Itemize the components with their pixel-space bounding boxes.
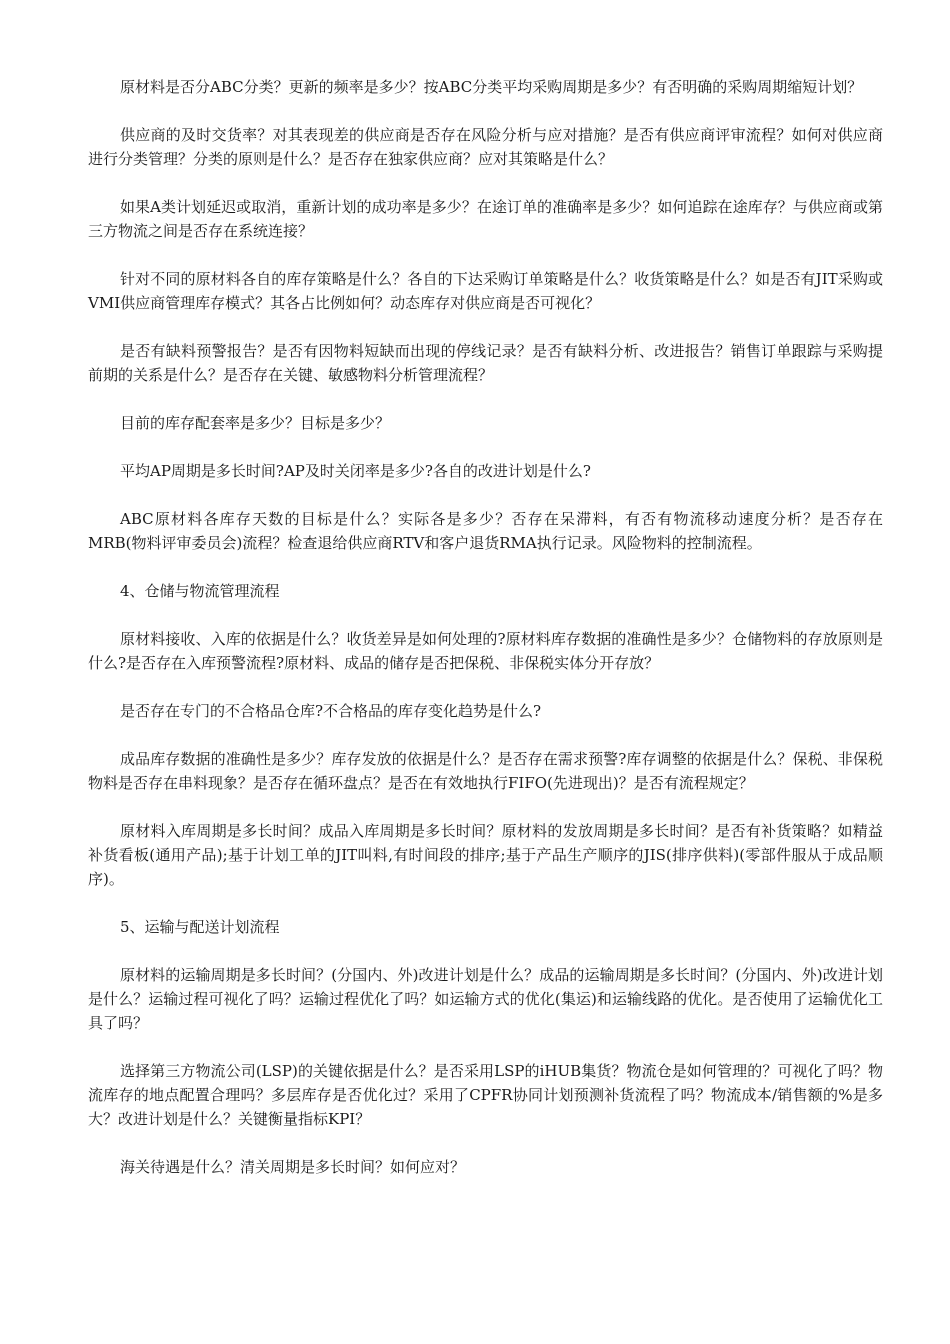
paragraph-replanning: 如果A类计划延迟或取消，重新计划的成功率是多少？在途订单的准确率是多少？如何追踪在途库存？与供应商或第三方物流之间是否存在系统连接？ [88,198,883,240]
paragraph-ap-cycle: 平均AP周期是多长时间?AP及时关闭率是多少?各自的改进计划是什么? [120,462,591,480]
paragraph-replenishment: 原材料入库周期是多长时间？成品入库周期是多长时间？原材料的发放周期是多长时间？是否有补货策略？如精益补货看板(通用产品);基于计划工单的JIT叫料,有时间段的排序;基于产品生产顺序的JIS(排序供料)(零部件服从于成品顺序)。 [88,822,883,888]
document-page [88,75,883,1203]
section-heading-warehousing: 4、仓储与物流管理流程 [120,582,280,600]
paragraph-supplier-delivery: 供应商的及时交货率？对其表现差的供应商是否存在风险分析与应对措施？是否有供应商评审流程？如何对供应商进行分类管理？分类的原则是什么？是否存在独家供应商？应对其策略是什么？ [88,126,883,168]
paragraph-customs: 海关待遇是什么？清关周期是多长时间？如何应对？ [120,1158,466,1176]
paragraph-kitting-rate: 目前的库存配套率是多少？目标是多少？ [120,414,391,432]
paragraph-abc-classification: 原材料是否分ABC分类？更新的频率是多少？按ABC分类平均采购周期是多少？有否明确的采购周期缩短计划？ [120,78,863,96]
section-heading-transportation: 5、运输与配送计划流程 [120,918,280,936]
paragraph-lsp-selection: 选择第三方物流公司(LSP)的关键依据是什么？是否采用LSP的iHUB集货？物流仓是如何管理的？可视化了吗？物流库存的地点配置合理吗？多层库存是否优化过？采用了CPFR协同计划预测补货流程了吗？物流成本/销售额的%是多大？改进计划是什么？关键衡量指标KPI？ [88,1062,883,1128]
paragraph-inventory-strategy: 针对不同的原材料各自的库存策略是什么？各自的下达采购订单策略是什么？收货策略是什么？如是否有JIT采购或VMI供应商管理库存模式？其各占比例如何？动态库存对供应商是否可视化？ [88,270,883,312]
paragraph-receiving: 原材料接收、入库的依据是什么？收货差异是如何处理的?原材料库存数据的准确性是多少？仓储物料的存放原则是什么?是否存在入库预警流程?原材料、成品的储存是否把保税、非保税实体分开存放？ [88,630,883,672]
paragraph-inventory-days: ABC原材料各库存天数的目标是什么？实际各是多少？否存在呆滞料，有否有物流移动速度分析？是否存在MRB(物料评审委员会)流程？检查退给供应商RTV和客户退货RMA执行记录。风险物料的控制流程。 [88,510,883,552]
paragraph-nonconforming-warehouse: 是否存在专门的不合格品仓库?不合格品的库存变化趋势是什么? [120,702,542,720]
paragraph-transport-cycle: 原材料的运输周期是多长时间？(分国内、外)改进计划是什么？成品的运输周期是多长时间？(分国内、外)改进计划是什么？运输过程可视化了吗？运输过程优化了吗？如运输方式的优化(集运)和运输线路的优化。是否使用了运输优化工具了吗？ [88,966,883,1032]
paragraph-finished-goods-accuracy: 成品库存数据的准确性是多少？库存发放的依据是什么？是否存在需求预警?库存调整的依据是什么？保税、非保税物料是否存在串料现象？是否存在循环盘点？是否在有效地执行FIFO(先进现出)？是否有流程规定？ [88,750,883,792]
paragraph-shortage-warning: 是否有缺料预警报告？是否有因物料短缺而出现的停线记录？是否有缺料分析、改进报告？销售订单跟踪与采购提前期的关系是什么？是否存在关键、敏感物料分析管理流程？ [88,342,883,384]
